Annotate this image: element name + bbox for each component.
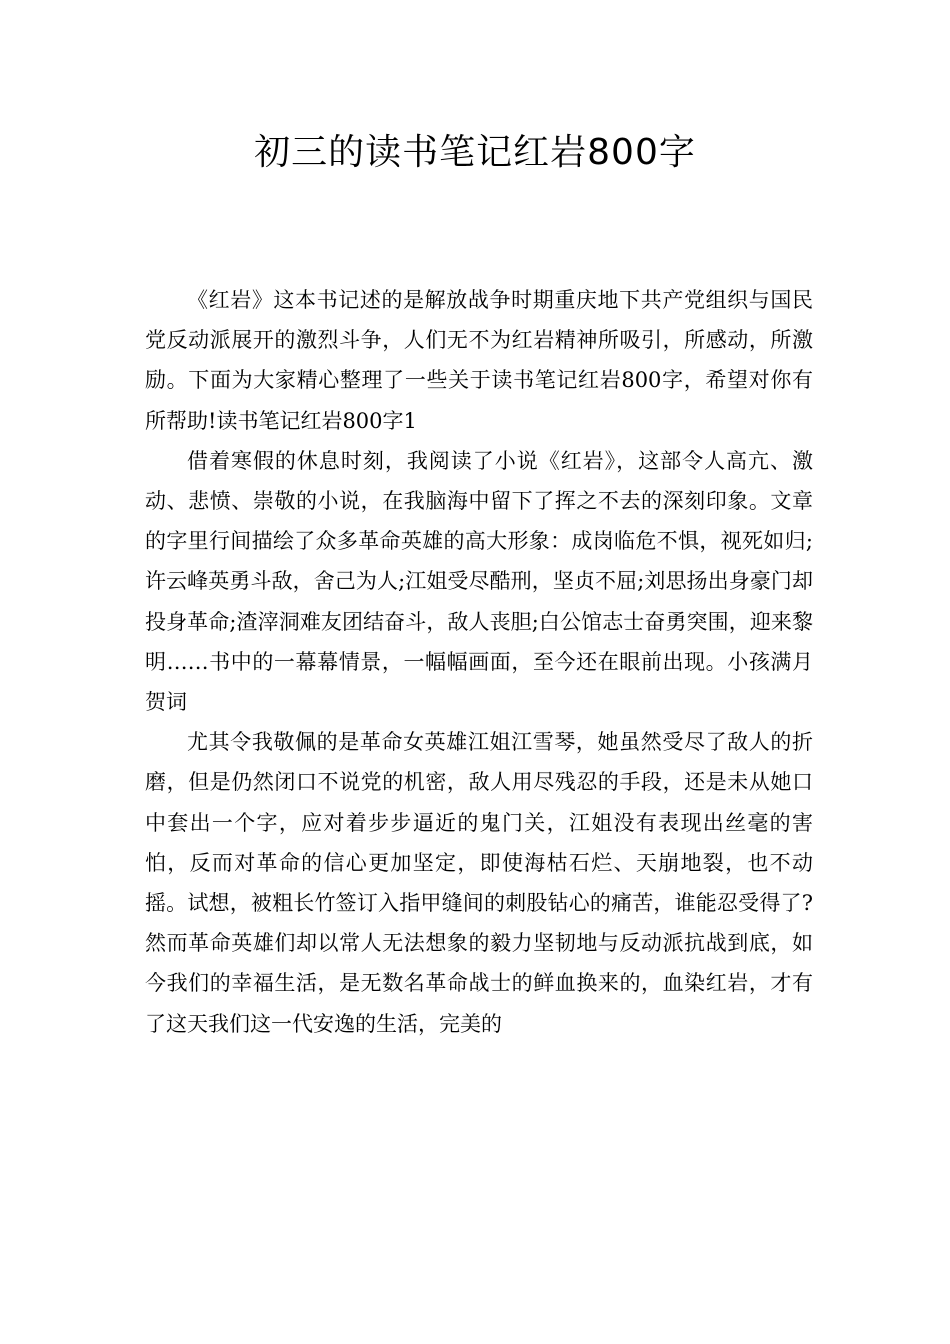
document-title: 初三的读书笔记红岩800字 [254, 132, 696, 173]
paragraph-jiang-jie: 尤其令我敬佩的是革命女英雄江姐江雪琴，她虽然受尽了敌人的折磨，但是仍然闭口不说党的机密，敌人用尽残忍的手段，还是未从她口中套出一个字，应对着步步逼近的鬼门关，江姐没有表现出丝毫的害怕，反而对革命的信心更加坚定，即使海枯石烂、天崩地裂，也不动摇。试想，被粗长竹签订入指甲缝间的刺股钻心的痛苦，谁能忍受得了?然而革命英雄们却以常人无法想象的毅力坚韧地与反动派抗战到底，如今我们的幸福生活，是无数名革命战士的鲜血换来的，血染红岩，才有了这天我们这一代安逸的生活，完美的 [145, 730, 813, 1036]
document-body [145, 280, 813, 1044]
paragraph-intro: 《红岩》这本书记述的是解放战争时期重庆地下共产党组织与国民党反动派展开的激烈斗争，人们无不为红岩精神所吸引，所感动，所激励。下面为大家精心整理了一些关于读书笔记红岩800字，希望对你有所帮助!读书笔记红岩800字1 [145, 288, 813, 433]
paragraph-reading-impression: 借着寒假的休息时刻，我阅读了小说《红岩》，这部令人高亢、激动、悲愤、崇敬的小说，在我脑海中留下了挥之不去的深刻印象。文章的字里行间描绘了众多革命英雄的高大形象：成岗临危不惧，视死如归;许云峰英勇斗敌，舍己为人;江姐受尽酷刑，坚贞不屈;刘思扬出身豪门却投身革命;渣滓洞难友团结奋斗，敌人丧胆;白公馆志士奋勇突围，迎来黎明……书中的一幕幕情景，一幅幅画面，至今还在眼前出现。小孩满月贺词 [145, 448, 813, 715]
